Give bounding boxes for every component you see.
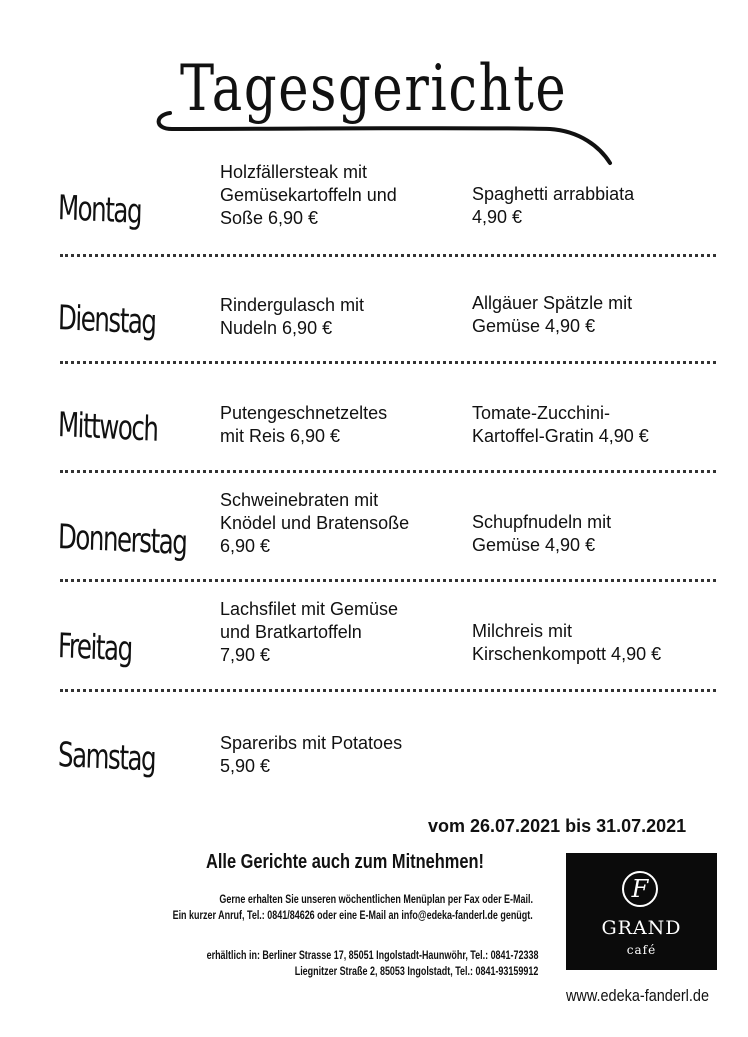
- dotted-separator: [60, 470, 716, 473]
- dish-monday-main: Holzfällersteak mit Gemüsekartoffeln und Soße 6,90 €: [220, 162, 397, 228]
- dish-saturday-main: Spareribs mit Potatoes 5,90 €: [220, 733, 403, 776]
- website-link[interactable]: www.edeka-fanderl.de: [566, 986, 709, 1005]
- day-label-dienstag: Dienstag: [57, 298, 157, 343]
- logo-name: GRAND: [601, 917, 682, 939]
- dotted-separator: [60, 689, 716, 692]
- dish-friday-main: Lachsfilet mit Gemüse und Bratkartoffeln 7,90 €: [220, 599, 399, 665]
- dish-monday-alt: Spaghetti arrabbiata 4,90 €: [472, 184, 635, 227]
- takeaway-notice: Alle Gerichte auch zum Mitnehmen!: [206, 851, 484, 873]
- dish-friday-alt: Milchreis mit Kirschenkompott 4,90 €: [472, 621, 662, 664]
- grand-cafe-logo: [566, 853, 717, 970]
- dotted-separator: [60, 579, 716, 582]
- info-line: Ein kurzer Anruf, Tel.: 0841/84626 oder eine E-Mail an info@edeka-fanderl.de genügt.: [172, 910, 533, 922]
- logo-letter-emblem: F: [622, 871, 658, 907]
- title-underline-swoosh: [150, 95, 620, 170]
- page-title: Tagesgerichte: [180, 52, 568, 126]
- day-label-freitag: Freitag: [57, 626, 133, 670]
- dish-tuesday-alt: Allgäuer Spätzle mit Gemüse 4,90 €: [472, 293, 633, 336]
- day-label-mittwoch: Mittwoch: [57, 405, 159, 450]
- day-label-montag: Montag: [57, 188, 142, 233]
- dish-thursday-alt: Schupfnudeln mit Gemüse 4,90 €: [472, 512, 612, 555]
- day-label-samstag: Samstag: [57, 735, 156, 780]
- dish-tuesday-main: Rindergulasch mit Nudeln 6,90 €: [220, 295, 365, 338]
- dish-wednesday-main: Putengeschnetzeltes mit Reis 6,90 €: [220, 403, 388, 446]
- address-line: erhältlich in: Berliner Strasse 17, 85051 Ingolstadt-Haunwöhr, Tel.: 0841-72338: [206, 950, 538, 962]
- day-label-donnerstag: Donnerstag: [57, 517, 187, 564]
- date-range: vom 26.07.2021 bis 31.07.2021: [428, 816, 687, 836]
- address-line: Liegnitzer Straße 2, 85053 Ingolstadt, Tel.: 0841-93159912: [294, 966, 538, 978]
- dotted-separator: [60, 254, 716, 257]
- dish-thursday-main: Schweinebraten mit Knödel und Bratensoße 6,90 €: [220, 490, 410, 556]
- dish-wednesday-alt: Tomate-Zucchini- Kartoffel-Gratin 4,90 €: [472, 403, 649, 446]
- logo-subtitle: café: [626, 943, 657, 957]
- dotted-separator: [60, 361, 716, 364]
- info-line: Gerne erhalten Sie unseren wöchentlichen Menüplan per Fax oder E-Mail.: [219, 894, 533, 906]
